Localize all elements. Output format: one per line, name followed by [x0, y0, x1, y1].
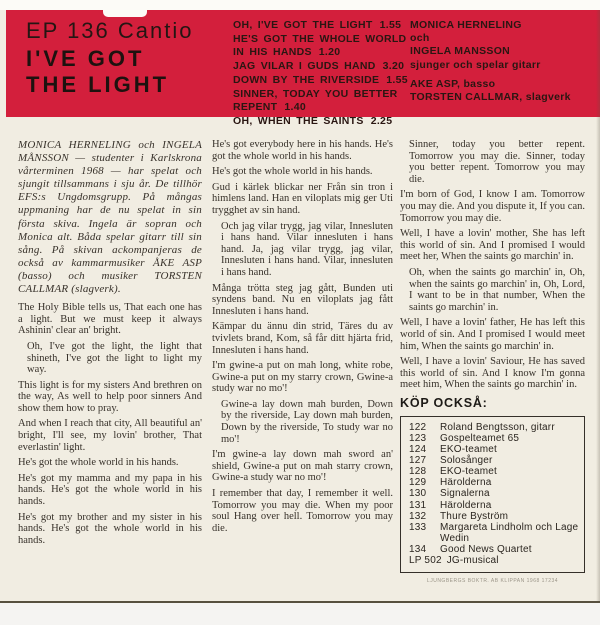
- credit-line: MONICA HERNELING: [410, 19, 522, 31]
- catalog-row: [409, 522, 579, 544]
- track-row: [233, 88, 419, 113]
- scan-edge-top: [0, 0, 600, 10]
- right-column-paragraphs: [400, 139, 585, 391]
- catalog-number: EP 136 Cantio: [26, 18, 194, 43]
- paragraph: Well, I have a lovin' father, He has left this world of sin. And I promised I would meet him, When the saints go marchin' in.: [400, 317, 585, 352]
- catalog-item-name: Margareta Lindholm och Lage Wedin: [440, 521, 579, 544]
- track-time: 1.20: [318, 45, 341, 58]
- paragraph: Well, I have a lovin' Saviour, He has saved this world of sin. And I know I'm gonna meet him, When the saints go marchin' in.: [400, 356, 585, 391]
- credit-line: sjunger och spelar gitarr: [410, 58, 541, 71]
- paragraph: Oh, when the saints go marchin' in, Oh, when the saints go marchin' in, Oh, Lord, I want to be in that number, When the saints go marchin' in.: [409, 266, 585, 313]
- catalog-item-number: LP 502: [409, 555, 442, 566]
- catalog-item-number: 134: [409, 543, 427, 555]
- credit-line: TORSTEN CALLMAR, slagverk: [410, 91, 571, 104]
- catalog-item-name: Härolderna: [440, 499, 492, 511]
- track-title: HE'S GOT THE WHOLE WORLD IN HIS HANDS: [233, 33, 407, 58]
- paragraph: He's got my mamma and my papa in his hands. He's got the whole world in his hands.: [18, 472, 202, 508]
- paragraph: Sinner, today you better repent. Tomorrow you may die. Sinner, today you better repent. Tomorrow you may die.: [409, 139, 585, 185]
- paragraph: He's got everybody here in his hands. He's got the whole world in his hands.: [212, 139, 393, 162]
- paragraph: He's got the whole world in his hands.: [18, 457, 179, 469]
- catalog-item-number: 124: [409, 444, 427, 456]
- credit-line: AKE ASP, basso: [410, 77, 496, 90]
- lyrics-middle-column: [212, 139, 393, 538]
- track-time: 1.40: [284, 100, 307, 113]
- album-title-line2: THE LIGHT: [26, 72, 170, 97]
- catalog-row: [409, 466, 579, 477]
- paragraph: MONICA HERNELING och INGELA MÅNSSON — studenter i Karlskrona vårterminen 1968 — har spelat och sjungit tillsammans i sju år. De tillhör EFS:s Ungdomsgrupp. På mångas uppmaning har de nu spelat in sin första skiva. Ingela är sopran och Monica alt. Båda spelar gitarr till sin sång. På skivan ackompanjeras de också av kammarmusiker ÅKE ASP (basso) och musiker TORSTEN CALLMAR (slagverk).: [18, 139, 202, 296]
- track-time: 1.55: [379, 19, 402, 31]
- track-title: OH, WHEN THE SAINTS: [233, 115, 364, 128]
- catalog-item-number: 130: [409, 488, 427, 500]
- buy-also-heading: KÖP OCKSÅ:: [400, 395, 488, 410]
- album-title: [26, 46, 169, 98]
- catalog-item-name: Roland Bengtsson, gitarr: [440, 421, 555, 433]
- catalog-item-name: Solosånger: [440, 455, 493, 467]
- album-title-line1: I'VE GOT: [26, 46, 145, 71]
- catalog-row: [409, 488, 579, 499]
- paragraph: And when I reach that city, All beautiful an' bright, I'll see, my lovin' brother, That everlastin' light.: [18, 418, 202, 453]
- catalog-row: [409, 422, 579, 433]
- catalog-item-name: Gospelteamet 65: [440, 432, 520, 444]
- track-row: [233, 115, 419, 127]
- credit-line: INGELA MANSSON: [410, 45, 511, 58]
- catalog-item-name: Härolderna: [440, 477, 492, 489]
- catalog-box: [400, 416, 585, 573]
- catalog-item-number: 122: [409, 421, 427, 433]
- catalog-row: [409, 455, 579, 466]
- paragraph: He's got my brother and my sister in his hands. He's got the whole world in his hands.: [18, 511, 202, 546]
- header-band: [6, 10, 600, 128]
- paragraph: Well, I have a lovin' mother, She has left this world of sin. And I promised I would meet her, When the saints go marchin' in.: [400, 228, 585, 263]
- catalog-item-number: 128: [409, 466, 427, 478]
- track-row: [233, 33, 419, 58]
- printer-credit: LJUNGBERGS BOKTR. AB KLIPPAN 1968 17234: [426, 578, 559, 585]
- catalog-item-name: Signalerna: [440, 488, 490, 500]
- catalog-row: [409, 433, 579, 444]
- liner-notes-left-column: [18, 139, 202, 550]
- liner-notes: [0, 127, 600, 611]
- credit-group: [410, 19, 590, 72]
- paragraph: I'm gwine-a lay down mah sword an' shield, Gwine-a put on mah starry crown, Gwine-a study war no mo'!: [212, 449, 393, 484]
- paragraph: Oh, I've got the light, the light that shineth, I've got the light to light my way.: [27, 340, 202, 376]
- track-time: 1.55: [386, 74, 408, 87]
- catalog-item-name: EKO-teamet: [440, 444, 498, 456]
- track-list: [233, 19, 419, 129]
- catalog-row: [409, 544, 579, 555]
- credit-line: och: [410, 32, 430, 45]
- sleeve-bottom-edge: [0, 601, 600, 603]
- track-time: 2.25: [370, 115, 393, 128]
- catalog-row: [409, 500, 579, 511]
- artist-credits: [410, 19, 590, 104]
- scan-edge-notch: [103, 0, 147, 17]
- paragraph: Kämpar du ännu din strid, Täres du av tvivlets brand, Kom, så får ditt hjärta frid, Innesluten i hans hand.: [212, 321, 393, 356]
- catalog-item-number: 132: [409, 510, 427, 522]
- paragraph: I'm gwine-a put on mah long, white robe, Gwine-a put on my starry crown, Gwine-a study war no mo'!: [212, 360, 393, 395]
- catalog-row: [409, 477, 579, 488]
- track-title: SINNER, TODAY YOU BETTER REPENT: [233, 88, 398, 113]
- catalog-item-name: JG-musical: [446, 555, 499, 566]
- track-row: [233, 74, 419, 86]
- catalog-item-number: 127: [409, 455, 427, 467]
- catalog-item-number: 133: [409, 521, 427, 533]
- catalog-item-name: EKO-teamet: [440, 466, 498, 478]
- track-title: DOWN BY THE RIVERSIDE: [233, 74, 380, 87]
- sleeve-right-edge: [596, 10, 600, 601]
- catalog-item-number: 129: [409, 477, 427, 489]
- paragraph: Gud i kärlek blickar ner Från sin tron i himlens land. Han en viloplats mig ger Uti trygghet av sin hand.: [212, 181, 393, 216]
- paragraph: Gwine-a lay down mah burden, Down by the riverside, Lay down mah burden, Down by the riverside, To study war no mo'!: [221, 398, 393, 445]
- paragraph: Och jag vilar trygg, jag vilar, Innesluten i hans hand. Vilar innesluten i hans hand. Ja, jag vilar trygg, jag vilar, Innesluten i hans hand. Vilar, innesluten i hans hand.: [221, 220, 393, 278]
- track-time: 3.20: [382, 59, 405, 72]
- paragraph: I remember that day, I remember it well. Tomorrow you may die. When my poor soul Hang over hell. Tomorrow you may die.: [212, 488, 393, 534]
- paragraph: He's got the whole world in his hands.: [212, 166, 373, 178]
- paragraph: The Holy Bible tells us, That each one has a light. But we must keep it always Ashinin' clear an' bright.: [18, 302, 202, 337]
- track-row: [233, 60, 419, 72]
- track-title: OH, I'VE GOT THE LIGHT: [233, 19, 373, 31]
- paragraph: I'm born of God, I know I am. Tomorrow you may die. And you dispute it, If you can. Tomorrow you may die.: [400, 189, 585, 224]
- catalog-item-name: Thure Byström: [440, 510, 509, 522]
- lyrics-right-column: [400, 139, 585, 584]
- catalog-row: [409, 555, 579, 566]
- track-row: [233, 19, 419, 31]
- paragraph: This light is for my sisters And brethren on the way, As well to help poor sinners And show them how to pray.: [18, 379, 202, 414]
- record-sleeve-back: [0, 10, 600, 601]
- catalog-item-name: Good News Quartet: [440, 543, 532, 555]
- catalog-item-number: 123: [409, 432, 427, 444]
- credit-group: [410, 78, 590, 104]
- catalog-item-number: 131: [409, 499, 427, 511]
- track-title: JAG VILAR I GUDS HAND: [233, 59, 376, 72]
- paragraph: Många trötta steg jag gått, Bunden uti syndens band. Nu en viloplats jag fått Innesluten i hans hand.: [212, 282, 393, 317]
- catalog-row: [409, 444, 579, 455]
- catalog-row: [409, 511, 579, 522]
